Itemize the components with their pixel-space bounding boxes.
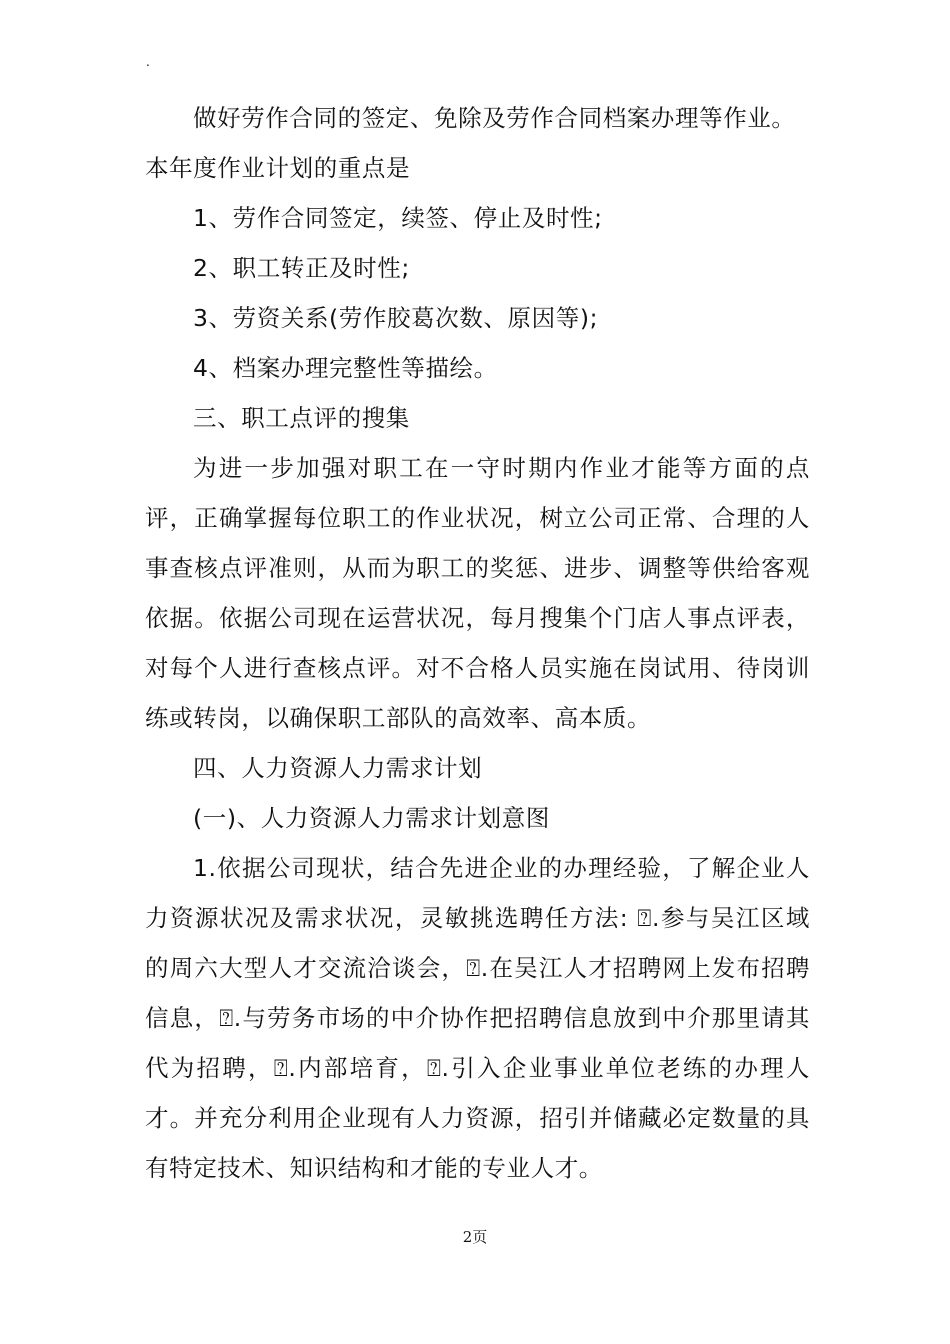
header-mark: . <box>146 55 150 69</box>
document-body <box>145 93 810 1193</box>
paragraph: 1.依据公司现状，结合先进企业的办理经验，了解企业人力资源状况及需求状况，灵敏挑选聘任方法: ⍰.参与吴江区域的周六大型人才交流洽谈会，⍰.在吴江人才招聘网上发布招聘信息，⍰.与劳务市场的中介协作把招聘信息放到中介那里请其代为招聘，⍰.内部培育，⍰.引入企业事业单位老练的办理人才。并充分利用企业现有人力资源，招引并储藏必定数量的具有特定技术、知识结构和才能的专业人才。 <box>145 854 810 1182</box>
page-number: 2页 <box>462 1228 488 1246</box>
list-item: 1、劳作合同签定，续签、停止及时性; <box>193 204 603 232</box>
list-item: 2、职工转正及时性; <box>193 254 410 282</box>
list-item: 4、档案办理完整性等描绘。 <box>193 354 498 382</box>
paragraph: 为进一步加强对职工在一守时期内作业才能等方面的点评，正确掌握每位职工的作业状况，树立公司正常、合理的人事查核点评准则，从而为职工的奖惩、进步、调整等供给客观依据。依据公司现在运营状况，每月搜集个门店人事点评表，对每个人进行查核点评。对不合格人员实施在岗试用、待岗训练或转岗，以确保职工部队的高效率、高本质。 <box>145 454 810 732</box>
paragraph: 本年度作业计划的重点是 <box>145 154 411 182</box>
list-item: 3、劳资关系(劳作胶葛次数、原因等); <box>193 304 599 332</box>
paragraph: 做好劳作合同的签定、免除及劳作合同档案办理等作业。 <box>193 104 796 132</box>
section-heading: 四、人力资源人力需求计划 <box>193 754 483 782</box>
subsection-heading: (一)、人力资源人力需求计划意图 <box>193 804 550 832</box>
section-heading: 三、职工点评的搜集 <box>193 404 410 432</box>
